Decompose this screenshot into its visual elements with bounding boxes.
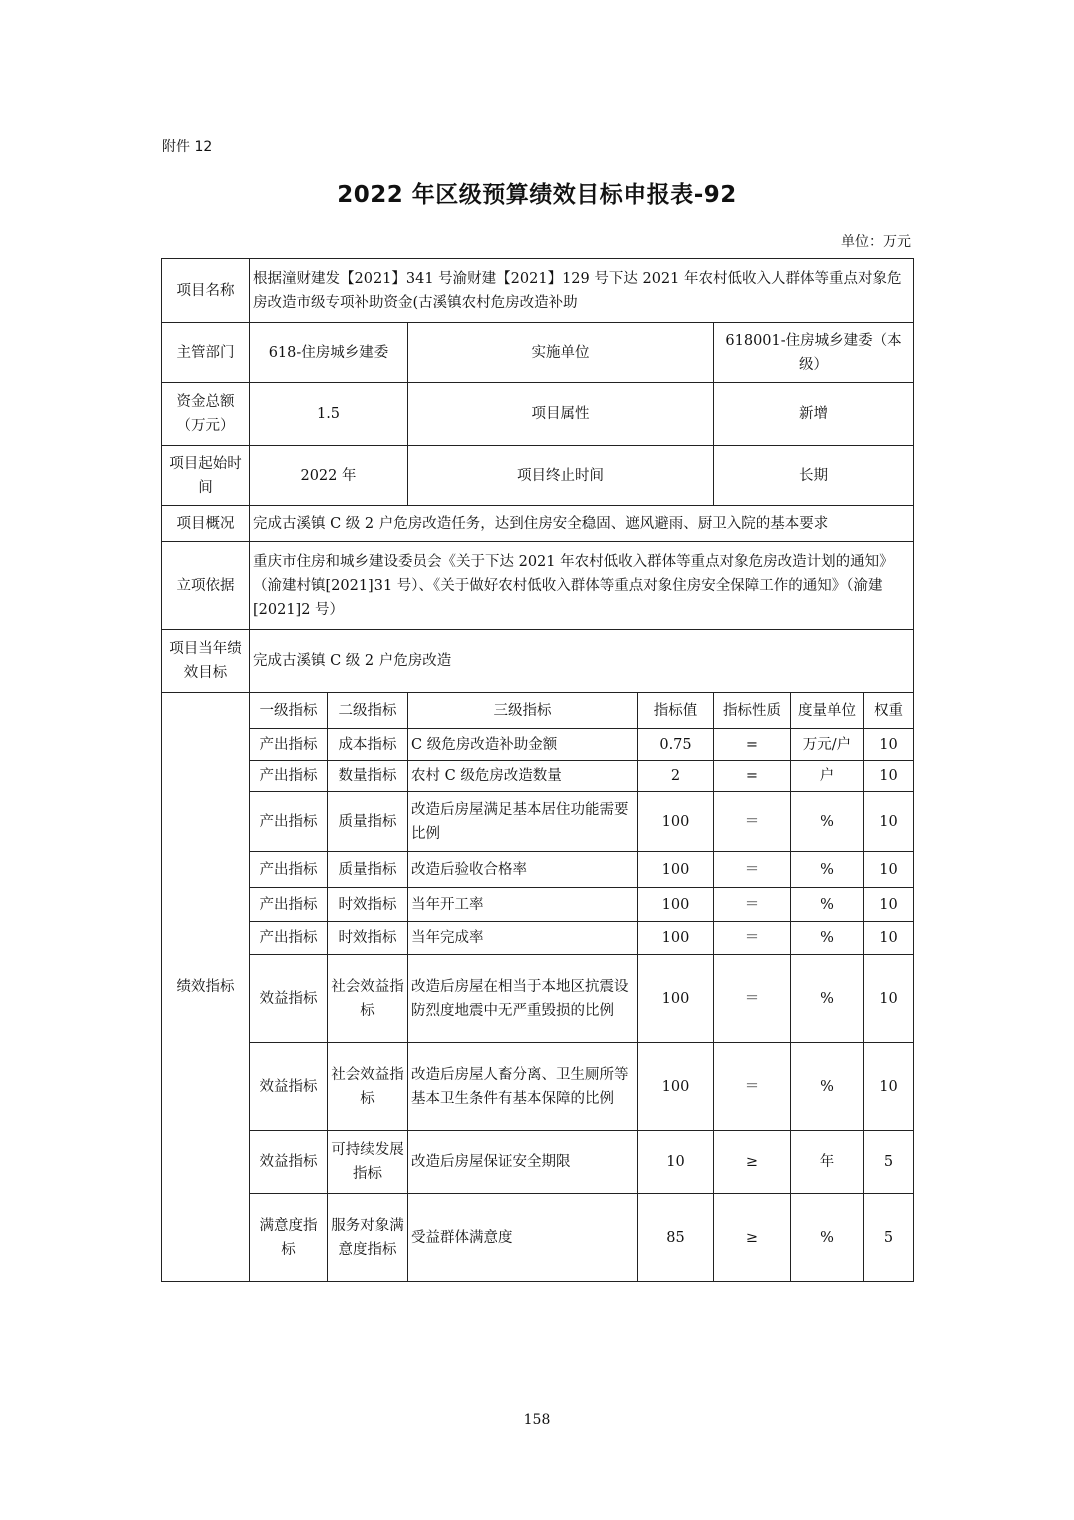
indicator-l1: 产出指标	[250, 761, 328, 792]
indicator-value: 100	[638, 1043, 714, 1131]
indicator-l3: 当年完成率	[408, 922, 638, 955]
indicator-nature: ＝	[714, 852, 791, 888]
table-row	[162, 955, 914, 1043]
indicator-l2: 时效指标	[328, 888, 408, 922]
indicator-unit: 年	[791, 1131, 864, 1194]
indicator-l1: 产出指标	[250, 852, 328, 888]
goal-label: 项目当年绩效目标	[162, 630, 250, 693]
indicator-unit: %	[791, 888, 864, 922]
indicator-l3: 改造后房屋满足基本居住功能需要比例	[408, 792, 638, 852]
indicator-l2: 时效指标	[328, 922, 408, 955]
start-value: 2022 年	[250, 446, 408, 506]
indicator-section-label: 绩效指标	[162, 693, 250, 1282]
indicator-unit: %	[791, 1043, 864, 1131]
indicator-value: 100	[638, 888, 714, 922]
header-unit: 度量单位	[791, 693, 864, 729]
indicator-value: 100	[638, 792, 714, 852]
indicator-l2: 质量指标	[328, 792, 408, 852]
indicator-l2: 可持续发展指标	[328, 1131, 408, 1194]
indicator-weight: 10	[864, 792, 914, 852]
indicator-l2: 服务对象满意度指标	[328, 1194, 408, 1282]
impl-label: 实施单位	[408, 323, 714, 383]
indicator-unit: %	[791, 852, 864, 888]
indicator-l3: 受益群体满意度	[408, 1194, 638, 1282]
header-level2: 二级指标	[328, 693, 408, 729]
indicator-l2: 质量指标	[328, 852, 408, 888]
indicator-l1: 产出指标	[250, 729, 328, 761]
page-title: 2022 年区级预算绩效目标申报表-92	[337, 182, 737, 208]
overview-value: 完成古溪镇 C 级 2 户危房改造任务，达到住房安全稳固、遮风避雨、厨卫入院的基本要求	[250, 506, 914, 542]
indicator-value: 100	[638, 955, 714, 1043]
project-name-label: 项目名称	[162, 259, 250, 323]
dept-value: 618-住房城乡建委	[250, 323, 408, 383]
indicator-nature: ＝	[714, 1043, 791, 1131]
indicator-value: 2	[638, 761, 714, 792]
indicator-l2: 成本指标	[328, 729, 408, 761]
indicator-l1: 产出指标	[250, 922, 328, 955]
indicator-l3: 农村 C 级危房改造数量	[408, 761, 638, 792]
indicator-weight: 5	[864, 1194, 914, 1282]
indicator-l3: 改造后验收合格率	[408, 852, 638, 888]
annex-label: 附件 12	[162, 139, 213, 155]
table-row	[162, 922, 914, 955]
indicator-weight: 10	[864, 955, 914, 1043]
fund-label: 资金总额（万元）	[162, 383, 250, 446]
end-label: 项目终止时间	[408, 446, 714, 506]
indicator-unit: %	[791, 792, 864, 852]
indicator-nature: ＝	[714, 888, 791, 922]
indicator-unit: %	[791, 955, 864, 1043]
header-value: 指标值	[638, 693, 714, 729]
indicator-l3: 当年开工率	[408, 888, 638, 922]
indicator-unit: 万元/户	[791, 729, 864, 761]
indicator-l3: 改造后房屋保证安全期限	[408, 1131, 638, 1194]
row-basis	[162, 542, 914, 630]
indicator-l1: 产出指标	[250, 792, 328, 852]
indicator-value: 100	[638, 922, 714, 955]
indicator-unit: 户	[791, 761, 864, 792]
indicator-weight: 5	[864, 1131, 914, 1194]
header-level3: 三级指标	[408, 693, 638, 729]
row-dept	[162, 323, 914, 383]
goal-value: 完成古溪镇 C 级 2 户危房改造	[250, 630, 914, 693]
indicator-l1: 满意度指标	[250, 1194, 328, 1282]
start-label: 项目起始时间	[162, 446, 250, 506]
indicator-l1: 产出指标	[250, 888, 328, 922]
attr-label: 项目属性	[408, 383, 714, 446]
indicator-nature: ≥	[714, 1131, 791, 1194]
table-row	[162, 729, 914, 761]
unit-label: 单位：万元	[841, 234, 911, 250]
indicator-l2: 社会效益指标	[328, 1043, 408, 1131]
indicator-weight: 10	[864, 922, 914, 955]
indicator-l3: C 级危房改造补助金额	[408, 729, 638, 761]
header-nature: 指标性质	[714, 693, 791, 729]
indicator-nature: ＝	[714, 922, 791, 955]
table-row	[162, 852, 914, 888]
table-row	[162, 888, 914, 922]
basis-label: 立项依据	[162, 542, 250, 630]
indicator-l2: 社会效益指标	[328, 955, 408, 1043]
row-project-name	[162, 259, 914, 323]
indicator-l2: 数量指标	[328, 761, 408, 792]
table-row	[162, 761, 914, 792]
indicator-nature: ＝	[714, 955, 791, 1043]
table-row	[162, 792, 914, 852]
table-row	[162, 1131, 914, 1194]
indicator-nature: =	[714, 761, 791, 792]
header-weight: 权重	[864, 693, 914, 729]
basis-value: 重庆市住房和城乡建设委员会《关于下达 2021 年农村低收入群体等重点对象危房改造计划的通知》（渝建村镇[2021]31 号）、《关于做好农村低收入群体等重点对象住房安全保障工作的通知》（渝建[2021]2 号）	[250, 542, 914, 630]
budget-table	[161, 258, 914, 1282]
indicator-l3: 改造后房屋在相当于本地区抗震设防烈度地震中无严重毁损的比例	[408, 955, 638, 1043]
indicator-value: 100	[638, 852, 714, 888]
indicator-weight: 10	[864, 852, 914, 888]
row-time	[162, 446, 914, 506]
indicator-nature: ＝	[714, 792, 791, 852]
indicator-l1: 效益指标	[250, 1043, 328, 1131]
indicator-value: 85	[638, 1194, 714, 1282]
row-overview	[162, 506, 914, 542]
table-row	[162, 1043, 914, 1131]
overview-label: 项目概况	[162, 506, 250, 542]
indicator-weight: 10	[864, 1043, 914, 1131]
indicator-nature: ≥	[714, 1194, 791, 1282]
dept-label: 主管部门	[162, 323, 250, 383]
row-goal	[162, 630, 914, 693]
project-name-value: 根据潼财建发【2021】341 号渝财建【2021】129 号下达 2021 年农村低收入人群体等重点对象危房改造市级专项补助资金(古溪镇农村危房改造补助	[250, 259, 914, 323]
row-fund	[162, 383, 914, 446]
indicator-l1: 效益指标	[250, 955, 328, 1043]
impl-value: 618001-住房城乡建委（本级）	[714, 323, 914, 383]
end-value: 长期	[714, 446, 914, 506]
indicator-weight: 10	[864, 888, 914, 922]
page-number: 158	[523, 1412, 551, 1428]
indicator-weight: 10	[864, 729, 914, 761]
attr-value: 新增	[714, 383, 914, 446]
table-row	[162, 1194, 914, 1282]
indicator-header-row	[162, 693, 914, 729]
indicator-weight: 10	[864, 761, 914, 792]
indicator-l1: 效益指标	[250, 1131, 328, 1194]
indicator-value: 10	[638, 1131, 714, 1194]
fund-value: 1.5	[250, 383, 408, 446]
indicator-value: 0.75	[638, 729, 714, 761]
header-level1: 一级指标	[250, 693, 328, 729]
indicator-nature: =	[714, 729, 791, 761]
indicator-unit: %	[791, 922, 864, 955]
indicator-l3: 改造后房屋人畜分离、卫生厕所等基本卫生条件有基本保障的比例	[408, 1043, 638, 1131]
indicator-unit: %	[791, 1194, 864, 1282]
